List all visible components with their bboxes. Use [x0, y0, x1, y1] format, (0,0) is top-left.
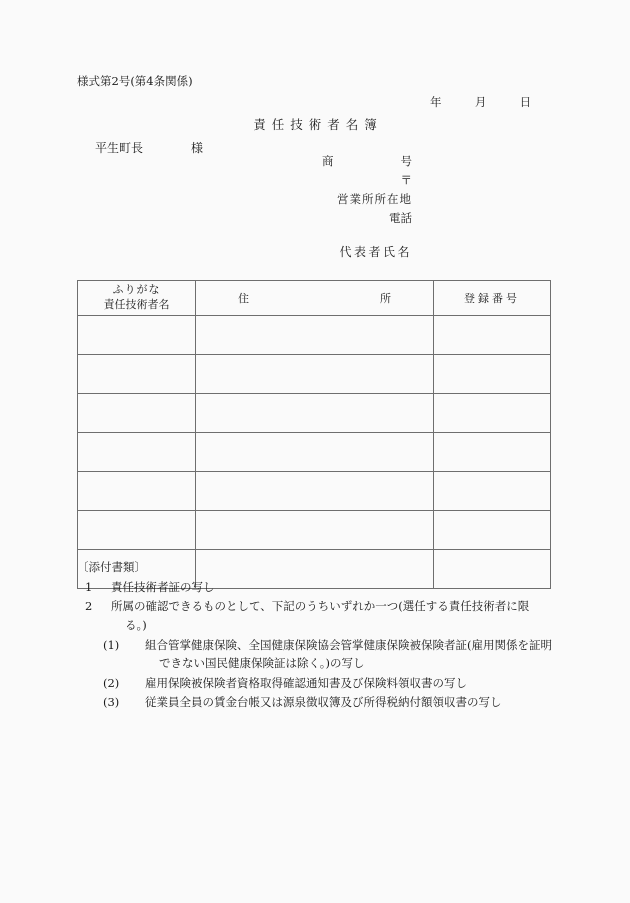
cell-registration-number[interactable]	[434, 316, 551, 355]
column-header-name	[78, 281, 196, 316]
cell-address[interactable]	[196, 316, 434, 355]
attachment-subtext-line1: 組合管掌健康保険、全国健康保険協会管掌健康保険被保険者証(雇用関係を証明	[145, 637, 552, 652]
form-code: 様式第2号(第4条関係)	[77, 74, 193, 88]
table-row[interactable]	[78, 394, 551, 433]
attachments-section	[77, 558, 557, 712]
attachments-heading: 〔添付書類〕	[77, 560, 146, 574]
trade-name-label: 商号	[322, 154, 412, 168]
column-header-furigana: ふりがな	[112, 283, 161, 297]
cell-name[interactable]	[78, 472, 196, 511]
cell-address[interactable]	[196, 433, 434, 472]
cell-registration-number[interactable]	[434, 394, 551, 433]
date-day-label: 日	[519, 95, 532, 109]
attachment-subtext	[145, 636, 557, 673]
table-body	[78, 316, 551, 589]
attachment-subitem	[77, 636, 557, 673]
representative-name-label: 代表者氏名	[339, 245, 412, 259]
column-header-address: 住所	[196, 281, 434, 316]
column-header-engineer-name: 責任技術者名	[103, 298, 170, 311]
table-row[interactable]	[78, 511, 551, 550]
addressee-name: 平生町長	[95, 141, 144, 155]
attachment-text	[111, 597, 557, 634]
cell-registration-number[interactable]	[434, 511, 551, 550]
cell-name[interactable]	[78, 316, 196, 355]
table-row[interactable]	[78, 472, 551, 511]
addressee-honorific: 様	[191, 141, 204, 155]
attachment-text: 責任技術者証の写し	[111, 579, 215, 594]
cell-name[interactable]	[78, 433, 196, 472]
attachment-submarker: (2)	[103, 675, 120, 690]
attachment-subtext: 従業員全員の賃金台帳又は源泉徴収簿及び所得税納付額領収書の写し	[145, 695, 502, 710]
table-header-row	[78, 281, 551, 316]
trade-name-row	[300, 152, 412, 171]
cell-name[interactable]	[78, 355, 196, 394]
date-year-label: 年	[430, 95, 442, 109]
table-row[interactable]	[78, 433, 551, 472]
attachment-submarker: (1)	[103, 637, 120, 652]
attachment-text-line2: る。)	[125, 617, 147, 632]
attachment-subtext: 雇用保険被保険者資格取得確認通知書及び保険料領収書の写し	[145, 675, 467, 690]
cell-address[interactable]	[196, 394, 434, 433]
postal-mark-row: 〒	[400, 173, 412, 187]
date-month-label: 月	[474, 95, 487, 109]
attachment-subitem	[77, 693, 557, 712]
engineer-roster-table	[77, 280, 551, 589]
office-address-label: 営業所所在地	[337, 192, 412, 206]
cell-address[interactable]	[196, 472, 434, 511]
date-line	[430, 94, 531, 110]
cell-name[interactable]	[78, 511, 196, 550]
attachment-subitem	[77, 674, 557, 693]
cell-name[interactable]	[78, 394, 196, 433]
addressee-line	[95, 139, 203, 156]
attachment-submarker: (3)	[103, 695, 120, 710]
document-title: 責任技術者名簿	[253, 117, 383, 132]
attachment-text-line1: 所属の確認できるものとして、下記のうちいずれか一つ(選任する責任技術者に限	[111, 599, 530, 614]
attachment-item	[77, 597, 557, 634]
attachment-item	[77, 578, 557, 597]
applicant-info-block	[300, 152, 412, 228]
attachment-subtext-line2: できない国民健康保険証は除く。)の写し	[159, 656, 365, 671]
attachment-marker: 2	[85, 599, 93, 614]
cell-address[interactable]	[196, 511, 434, 550]
column-header-registration-number: 登録番号	[434, 281, 551, 316]
attachment-marker: 1	[85, 579, 93, 594]
cell-address[interactable]	[196, 355, 434, 394]
cell-registration-number[interactable]	[434, 472, 551, 511]
phone-label: 電話	[389, 211, 412, 225]
table-row[interactable]	[78, 316, 551, 355]
cell-registration-number[interactable]	[434, 355, 551, 394]
table-row[interactable]	[78, 355, 551, 394]
cell-registration-number[interactable]	[434, 433, 551, 472]
